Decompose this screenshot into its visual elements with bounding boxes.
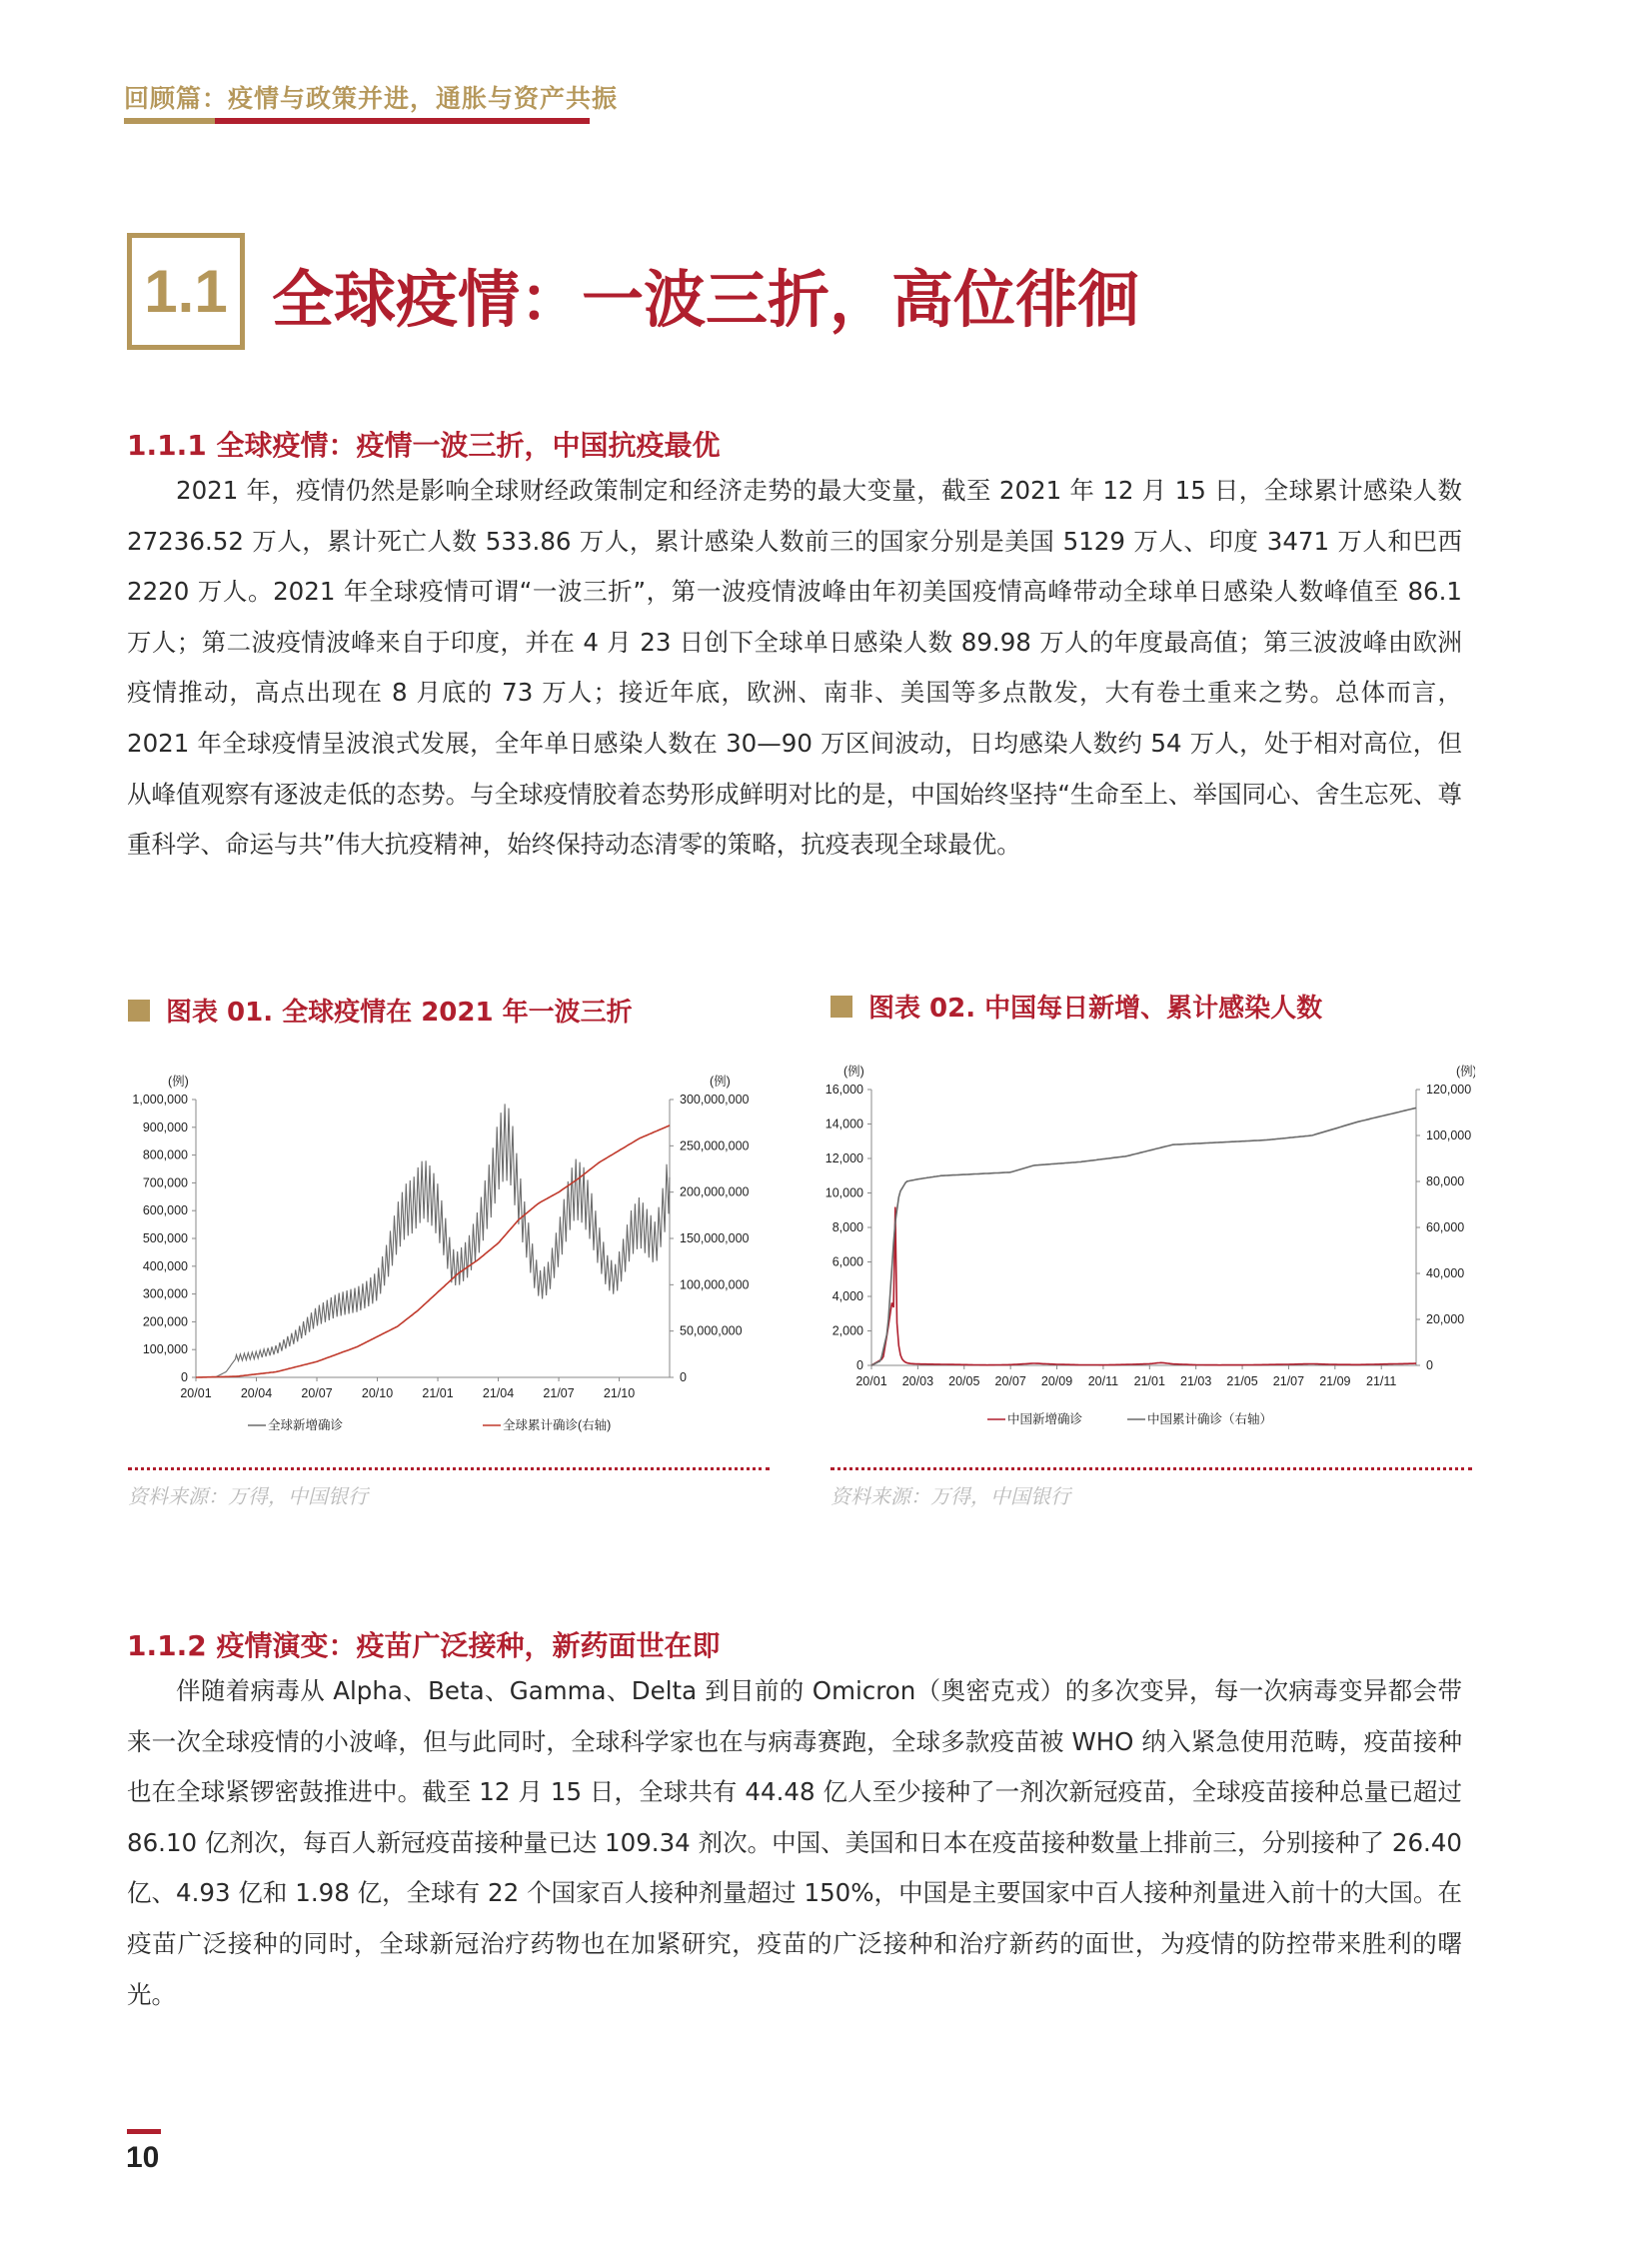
x-tick-label: 20/03 xyxy=(901,1374,934,1388)
legend-label-1: 全球新增确诊 xyxy=(268,1418,344,1432)
page-number: 10 xyxy=(126,2141,160,2174)
chart-1-svg xyxy=(128,1058,768,1447)
section-number-box xyxy=(127,233,245,350)
y-right-tick-label: 250,000,000 xyxy=(680,1138,750,1153)
y-right-tick-label: 120,000 xyxy=(1426,1083,1472,1097)
y-left-tick-label: 700,000 xyxy=(142,1175,188,1190)
x-tick-label: 21/11 xyxy=(1366,1374,1397,1388)
figure-1-source: 资料来源：万得，中国银行 xyxy=(128,1484,368,1508)
y-right-tick-label: 200,000,000 xyxy=(680,1184,750,1199)
x-tick-label: 21/01 xyxy=(1133,1374,1165,1388)
figure-1-title: 图表 01. 全球疫情在 2021 年一波三折 xyxy=(166,998,633,1028)
y-left-tick-label: 6,000 xyxy=(831,1254,863,1269)
y-left-tick-label: 900,000 xyxy=(142,1120,188,1134)
legend-label-2: 中国累计确诊（右轴） xyxy=(1147,1412,1273,1426)
x-tick-label: 20/07 xyxy=(301,1386,333,1400)
y-left-tick-label: 12,000 xyxy=(826,1151,863,1165)
y-left-tick-label: 8,000 xyxy=(831,1220,863,1234)
y-right-tick-label: 100,000 xyxy=(1426,1128,1472,1142)
paragraph-1: 2021 年，疫情仍然是影响全球财经政策制定和经济走势的最大变量，截至 2021 年 12 月 15 日，全球累计感染人数 27236.52 万人，累计死亡人数 533.86 万人，累计感染人数前三的国家分别是美国 5129 万人、印度 3471 万人和巴西 2220 万人。2021 年全球疫情可谓“一波三折”，第一波疫情波峰由年初美国疫情高峰带动全球单日感染人数峰值至 86.1 万人；第二波疫情波峰来自于印度，并在 4 月 23 日创下全球单日感染人数 89.98 万人的年度最高值；第三波波峰由欧洲疫情推动，高点出现在 8 月底的 73 万人；接近年底，欧洲、南非、美国等多点散发，大有卷土重来之势。总体而言，2021 年全球疫情呈波浪式发展，全年单日感染人数在 30—90 万区间波动，日均感染人数约 54 万人，处于相对高位，但从峰值观察有逐波走低的态势。与全球疫情胶着态势形成鲜明对比的是，中国始终坚持“生命至上、举国同心、舍生忘死、尊重科学、命运与共”伟大抗疫精神，始终保持动态清零的策略，抗疫表现全球最优。 xyxy=(127,476,1462,860)
x-tick-label: 21/10 xyxy=(603,1386,636,1400)
header-rule-gold xyxy=(124,118,215,124)
y-left-tick-label: 500,000 xyxy=(142,1231,188,1245)
y-right-tick-label: 20,000 xyxy=(1426,1312,1465,1326)
x-tick-label: 21/01 xyxy=(422,1386,454,1400)
x-tick-label: 21/07 xyxy=(543,1386,575,1400)
x-tick-label: 21/09 xyxy=(1319,1374,1351,1388)
x-tick-label: 21/03 xyxy=(1180,1374,1212,1388)
y-left-tick-label: 300,000 xyxy=(142,1286,188,1301)
section-title: 全球疫情：一波三折，高位徘徊 xyxy=(272,263,1140,336)
y-right-tick-label: 0 xyxy=(1426,1358,1433,1372)
header-rule-red xyxy=(215,118,590,124)
series-line-1 xyxy=(196,1104,670,1377)
y-right-tick-label: 0 xyxy=(680,1370,687,1384)
x-tick-label: 21/05 xyxy=(1226,1374,1258,1388)
y-left-tick-label: 14,000 xyxy=(826,1117,863,1131)
y-right-tick-label: 100,000,000 xyxy=(680,1277,750,1292)
figure-2-title: 图表 02. 中国每日新增、累计感染人数 xyxy=(868,994,1323,1024)
page-number-mark xyxy=(127,2129,161,2134)
x-tick-label: 20/05 xyxy=(948,1374,980,1388)
figure-marker-icon xyxy=(830,996,852,1018)
y-right-tick-label: 150,000,000 xyxy=(680,1231,750,1245)
figure-1-divider xyxy=(128,1467,770,1470)
y-left-tick-label: 100,000 xyxy=(142,1342,188,1357)
y-left-unit-label: (例) xyxy=(843,1065,864,1079)
x-tick-label: 20/01 xyxy=(855,1374,887,1388)
header-title: 回顾篇：疫情与政策并进，通胀与资产共振 xyxy=(124,84,619,113)
y-left-tick-label: 200,000 xyxy=(142,1314,188,1329)
figure-marker-icon xyxy=(128,1000,150,1022)
figure-2-source: 资料来源：万得，中国银行 xyxy=(830,1484,1070,1508)
y-right-tick-label: 40,000 xyxy=(1426,1266,1465,1280)
y-left-tick-label: 10,000 xyxy=(826,1185,863,1200)
paragraph-2: 伴随着病毒从 Alpha、Beta、Gamma、Delta 到目前的 Omicron（奥密克戎）的多次变异，每一次病毒变异都会带来一次全球疫情的小波峰，但与此同时，全球科学家也在与病毒赛跑，全球多款疫苗被 WHO 纳入紧急使用范畴，疫苗接种也在全球紧锣密鼓推进中。截至 12 月 15 日，全球共有 44.48 亿人至少接种了一剂次新冠疫苗，全球疫苗接种总量已超过 86.10 亿剂次，每百人新冠疫苗接种量已达 109.34 剂次。中国、美国和日本在疫苗接种数量上排前三，分别接种了 26.40 亿、4.93 亿和 1.98 亿，全球有 22 个国家百人接种剂量超过 150%，中国是主要国家中百人接种剂量进入前十的大国。在疫苗广泛接种的同时，全球新冠治疗药物也在加紧研究，疫苗的广泛接种和治疗新药的面世，为疫情的防控带来胜利的曙光。 xyxy=(127,1676,1462,2009)
y-right-tick-label: 50,000,000 xyxy=(680,1323,743,1338)
y-right-unit-label: (例) xyxy=(1456,1065,1475,1079)
x-tick-label: 21/07 xyxy=(1272,1374,1305,1388)
y-right-unit-label: (例) xyxy=(710,1075,731,1089)
chart-2-svg xyxy=(826,1054,1475,1447)
chart-1 xyxy=(128,1058,768,1447)
x-tick-label: 20/04 xyxy=(240,1386,273,1400)
y-right-tick-label: 60,000 xyxy=(1426,1220,1465,1234)
x-tick-label: 20/09 xyxy=(1040,1374,1073,1388)
y-left-tick-label: 16,000 xyxy=(826,1083,863,1097)
chart-2 xyxy=(826,1054,1475,1447)
y-left-tick-label: 600,000 xyxy=(142,1203,188,1218)
y-left-unit-label: (例) xyxy=(168,1075,189,1089)
x-tick-label: 20/10 xyxy=(361,1386,394,1400)
y-left-tick-label: 800,000 xyxy=(142,1147,188,1162)
x-tick-label: 21/04 xyxy=(482,1386,515,1400)
y-left-tick-label: 4,000 xyxy=(831,1289,863,1303)
series-line-2 xyxy=(871,1108,1416,1365)
y-right-tick-label: 80,000 xyxy=(1426,1174,1465,1188)
legend-label-1: 中国新增确诊 xyxy=(1007,1412,1083,1426)
x-tick-label: 20/01 xyxy=(180,1386,212,1400)
y-left-tick-label: 1,000,000 xyxy=(132,1093,188,1107)
x-tick-label: 20/11 xyxy=(1087,1374,1119,1388)
series-line-1 xyxy=(871,1207,1416,1366)
figure-2-divider xyxy=(830,1467,1472,1470)
y-left-tick-label: 0 xyxy=(856,1358,863,1372)
figure-1-title-row xyxy=(128,992,633,1029)
y-left-tick-label: 2,000 xyxy=(831,1323,863,1338)
y-left-tick-label: 400,000 xyxy=(142,1258,188,1273)
subsection-title-1: 1.1.1 全球疫情：疫情一波三折，中国抗疫最优 xyxy=(127,429,721,462)
x-tick-label: 20/07 xyxy=(994,1374,1026,1388)
legend-label-2: 全球累计确诊(右轴) xyxy=(503,1418,612,1432)
subsection-title-2: 1.1.2 疫情演变：疫苗广泛接种，新药面世在即 xyxy=(127,1629,721,1662)
section-number: 1.1 xyxy=(144,258,228,325)
y-right-tick-label: 300,000,000 xyxy=(680,1093,750,1107)
y-left-tick-label: 0 xyxy=(181,1370,188,1384)
figure-2-title-row xyxy=(830,988,1322,1025)
